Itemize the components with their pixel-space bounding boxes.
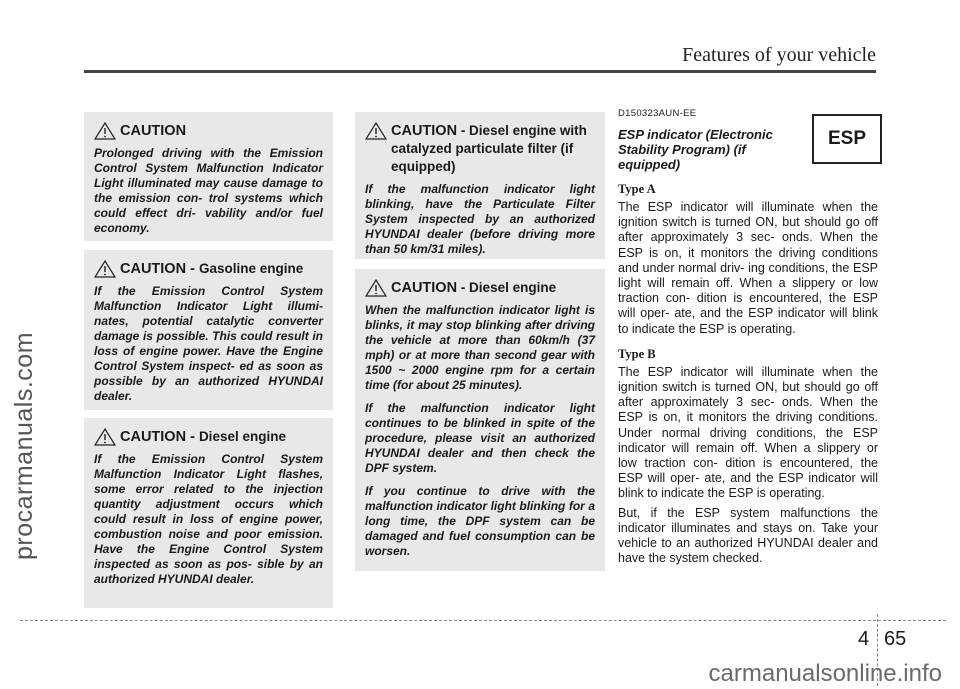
caution-box-diesel bbox=[84, 418, 333, 608]
caution-box-emission bbox=[84, 112, 333, 241]
caution-heading: CAUTION - Gasoline engine bbox=[120, 261, 304, 277]
type-b-text-2: But, if the ESP system malfunctions the indicator illuminates and stays on. Take your vehicle to an authorized HYUNDAI dealer and have the system checked. bbox=[618, 505, 878, 566]
caution-heading: CAUTION - Diesel engine bbox=[391, 280, 557, 296]
caution-text: If the Emission Control System Malfunction Indicator Light illumi- nates, potential catalytic converter damage is possible. This could result in loss of engine power. Have the Engine Control System inspect- ed as soon as possible by an authorized HYUNDAI dealer. bbox=[94, 284, 323, 403]
caution-heading: CAUTION - Diesel engine with catalyzed particulate filter (if equipped) bbox=[391, 123, 587, 174]
header-rule bbox=[84, 70, 876, 73]
esp-section bbox=[618, 108, 878, 566]
esp-heading: ESP indicator (Electronic Stability Program) (if equipped) bbox=[618, 127, 773, 172]
caution-box-dpf bbox=[355, 112, 605, 259]
caution-text: Prolonged driving with the Emission Control System Malfunction Indicator Light illuminated may cause damage to the emission con- trol systems which could effect dri- vability and/or fuel economy. bbox=[94, 146, 323, 235]
caution-text: When the malfunction indicator light is blinks, it may stop blinking after driving the vehicle at more than 60km/h (37 mph) or at more than second gear with 1500 ~ 2000 engine rpm for a certain time (for about 25 minutes). bbox=[365, 303, 595, 392]
warning-triangle-icon bbox=[94, 260, 116, 278]
esp-indicator-icon: ESP bbox=[812, 114, 882, 164]
warning-triangle-icon bbox=[365, 279, 387, 297]
warning-triangle-icon bbox=[365, 122, 387, 140]
caution-text: If the Emission Control System Malfunction Indicator Light flashes, some error related to the injection quantity adjustment occurs which could result in loss of engine power, combustion noise and poor emission. Have the Engine Control System inspected as soon as pos- sible by an authorized HYUNDAI dealer. bbox=[94, 452, 323, 586]
caution-text: If you continue to drive with the malfunction indicator light blinking for a long time, the DPF system can be damaged and fuel consumption can be worsen. bbox=[365, 484, 595, 558]
type-b-text: The ESP indicator will illuminate when the ignition switch is turned ON, but should go off after approximately 3 sec- onds. When the ESP is on, it monitors the driving conditions. Under normal driving conditions, the ESP indicator will remain off. When a slippery or low traction con- dition is encountered, the ESP will oper- ate, and the ESP indicator will blink to indicate the ESP is operating. bbox=[618, 364, 878, 501]
watermark-bottom: carmanualsonline.info bbox=[708, 660, 942, 687]
caution-text: If the malfunction indicator light blinking, have the Particulate Filter System inspected by an authorized HYUNDAI dealer (before driving more than 50 km/31 miles). bbox=[365, 182, 595, 256]
footer-rule bbox=[20, 620, 946, 621]
caution-box-gasoline bbox=[84, 250, 333, 410]
caution-box-diesel-blinking bbox=[355, 269, 605, 571]
section-title: Features of your vehicle bbox=[682, 44, 876, 66]
caution-heading: CAUTION bbox=[120, 123, 187, 139]
type-a-text: The ESP indicator will illuminate when the ignition switch is turned ON, but should go off after approximately 3 sec- onds. When the ESP is on, it monitors the driving conditions and under normal driv- ing conditions, the ESP light will remain off. When a slippery or low traction con- dition is encountered, the ESP will oper- ate, and the ESP indicator will blink to indicate the ESP is operating. bbox=[618, 200, 878, 336]
watermark-side: procarmanuals.com bbox=[10, 331, 38, 560]
type-b-heading: Type B bbox=[618, 346, 656, 361]
warning-triangle-icon bbox=[94, 428, 116, 446]
chapter-number: 4 bbox=[858, 628, 870, 650]
warning-triangle-icon bbox=[94, 122, 116, 140]
caution-text: If the malfunction indicator light continues to be blinked in spite of the procedure, please visit an authorized HYUNDAI dealer and then check the DPF system. bbox=[365, 401, 595, 475]
doc-code: D150323AUN-EE bbox=[618, 108, 697, 119]
type-a-heading: Type A bbox=[618, 182, 656, 196]
caution-heading: CAUTION - Diesel engine bbox=[120, 429, 286, 445]
page-number: 65 bbox=[884, 628, 907, 650]
